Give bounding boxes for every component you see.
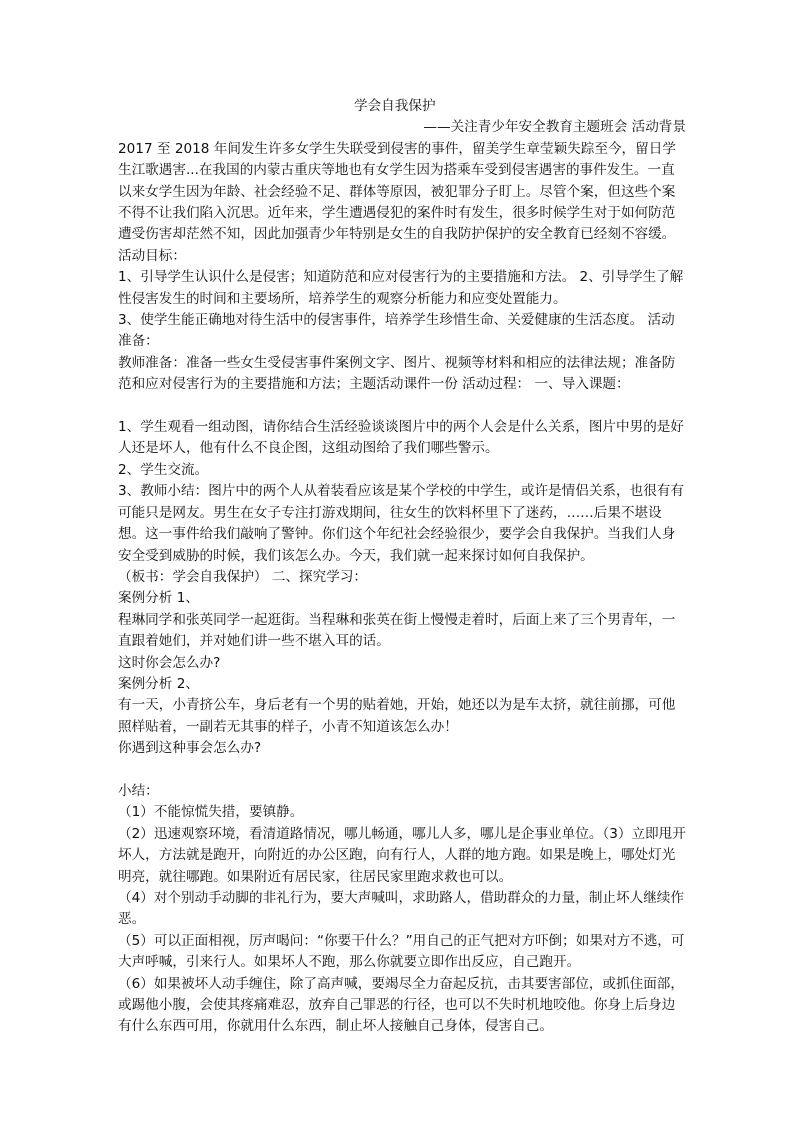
paragraph: 这时你会怎么办? bbox=[118, 654, 221, 671]
paragraph: （5）可以正面相视，厉声喝问：“你要干什么？”用自己的正气把对方吓倒；如果对方不逃，可大声呼喊，引来行人。如果坏人不跑，那么你就要立即作出反应，自己跑开。 bbox=[118, 932, 685, 971]
paragraph: （1）不能惊慌失措，要镇静。 bbox=[118, 804, 304, 821]
document-subtitle: ——关注青少年安全教育主题班会 活动背景 bbox=[423, 119, 686, 136]
paragraph: （板书：学会自我保护） 二、探究学习： bbox=[118, 568, 368, 585]
paragraph: 小结： bbox=[118, 782, 159, 799]
paragraph: 案例分析 2、 bbox=[118, 675, 199, 692]
paragraph: （6）如果被坏人动手缠住，除了高声喊，要竭尽全力奋起反抗，击其要害部位，或抓住面部，或踢他小腹，会使其疼痛难忍，放弃自己罪恶的行径，也可以不失时机地咬他。你身上后身边有什么东西可用，你就用什么东西，制止坏人接触自己身体，侵害自己。 bbox=[118, 975, 684, 1035]
document-title: 学会自我保护 bbox=[354, 98, 436, 114]
paragraph: 3、教师小结：图片中的两个人从着装看应该是某个学校的中学生，或许是情侣关系，也很有有可能只是网友。男生在女子专注打游戏期间，往女生的饮料杯里下了迷药，……后果不堪设想。这一事件给我们敲响了警钟。你们这个年纪社会经验很少，要学会自我保护。当我们人身安全受到威胁的时候，我们该怎么办。今天，我们就一起来探讨如何自我保护。 bbox=[118, 483, 684, 564]
blank-line bbox=[118, 396, 686, 417]
paragraph: 2、学生交流。 bbox=[118, 461, 209, 478]
paragraph: （4）对个别动手动脚的非礼行为，要大声喊叫，求助路人，借助群众的力量，制止坏人继续作恶。 bbox=[118, 890, 684, 928]
paragraph: 有一天，小青挤公车，身后老有一个男的贴着她，开始，她还以为是车太挤，就往前挪，可他照样贴着，一副若无其事的样子，小青不知道该怎么办！ bbox=[118, 697, 676, 735]
paragraph: 2017 至 2018 年间发生许多女学生失联受到侵害的事件，留美学生章莹颖失踪至今，留日学生江歌遇害...在我国的内蒙古重庆等地也有女学生因为搭乘车受到侵害遇害的事件发生。一直以来女学生因为年龄、社会经验不足、群体等原因，被犯罪分子盯上。尽管个案，但这些个案不得不让我们陷入沉思。近年来，学生遭遇侵犯的案件时有发生，很多时候学生对于如何防范遭受伤害却茫然不知，因此加强青少年特别是女生的自我防护保护的安全教育已经刻不容缓。 活动目标： bbox=[118, 140, 676, 264]
document-page bbox=[118, 96, 686, 1038]
document-body bbox=[118, 139, 686, 1038]
paragraph: 程琳同学和张英同学一起逛街。当程琳和张英在街上慢慢走着时，后面上来了三个男青年，一直跟着她们，并对她们讲一些不堪入耳的话。 bbox=[118, 611, 676, 650]
paragraph: 3、使学生能正确地对待生活中的侵害事件，培养学生珍惜生命、关爱健康的生活态度。 活动准备： bbox=[118, 312, 675, 350]
paragraph: 1、引导学生认识什么是侵害；知道防范和应对侵害行为的主要措施和方法。 2、引导学生了解性侵害发生的时间和主要场所，培养学生的观察分析能力和应变处置能力。 bbox=[118, 269, 684, 307]
paragraph: 1、学生观看一组动图，请你结合生活经验谈谈图片中的两个人会是什么关系，图片中男的是好人还是坏人，他有什么不良企图，这组动图给了我们哪些警示。 bbox=[118, 419, 684, 457]
paragraph: （2）迅速观察环境，看清道路情况，哪儿畅通，哪儿人多，哪儿是企事业单位。（3）立即甩开坏人，方法就是跑开，向附近的办公区跑，向有行人，人群的地方跑。如果是晚上，哪处灯光明亮，就往哪跑。如果附近有居民家，往居民家里跑求救也可以。 bbox=[118, 825, 686, 885]
paragraph: 案例分析 1、 bbox=[118, 590, 199, 607]
paragraph: 教师准备：准备一些女生受侵害事件案例文字、图片、视频等材料和相应的法律法规；准备防范和应对侵害行为的主要措施和方法；主题活动课件一份 活动过程： 一、导入课题： bbox=[118, 354, 676, 393]
blank-line bbox=[118, 760, 686, 781]
paragraph: 你遇到这种事会怎么办? bbox=[118, 740, 262, 757]
